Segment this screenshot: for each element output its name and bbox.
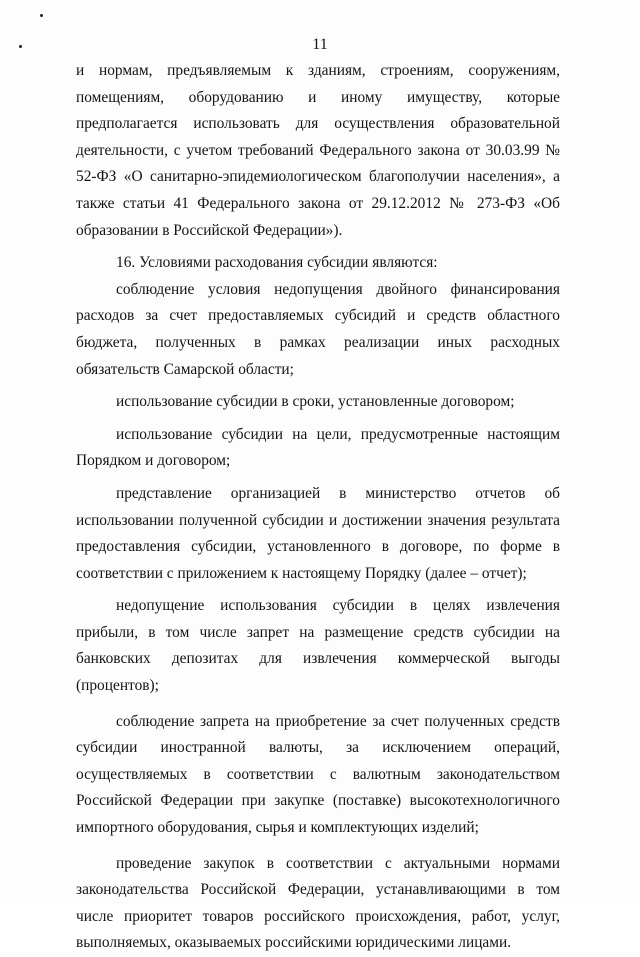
scan-speck [40,14,43,17]
paragraph-condition-purposes: использование субсидии на цели, предусмотренные настоящим Порядком и договором; [76,425,560,470]
paragraph-condition-no-profit: недопущение использования субсидии в целях извлечения прибыли, в том числе запрет на размещение средств субсидии на банковских депозитах для извлечения коммерческой выгоды (процентов); [76,597,560,695]
paragraph-condition-double-financing: соблюдение условия недопущения двойного финансирования расходов за счет предоставляемых субсидий и средств областного бюджета, полученных в рамках реализации иных расходных обязательств Самарской области; [76,280,560,378]
paragraph-condition-terms: использование субсидии в сроки, установленные договором; [116,393,515,411]
paragraph-continuation: и нормам, предъявляемым к зданиям, строениям, сооружениям, помещениям, оборудованию и иному имуществу, которые предполагается использовать для осуществления образовательной деятельности, с учетом требований Федерального закона от 30.03.99 № 52-ФЗ «О санитарно-эпидемиологическом благополучии населения», а также статьи 41 Федерального закона от 29.12.2012 № 273-ФЗ «Об образовании в Российской Федерации»). [76,62,560,239]
document-body [76,58,560,957]
page-number: 11 [312,36,328,53]
paragraph-condition-reports: представление организацией в министерство отчетов об использовании полученной субсидии и достижении значения результата предоставления субсидии, установленного в договоре, по форме в соответствии с приложением к настоящему Порядку (далее – отчет); [76,484,560,582]
paragraph-condition-procurement: проведение закупок в соответствии с актуальными нормами законодательства Российской Федерации, устанавливающими в том числе приоритет товаров российского происхождения, работ, услуг, выполняемых, оказываемых российскими юридическими лицами. [76,854,560,952]
paragraph-section-16-heading: 16. Условиями расходования субсидии являются: [116,254,438,272]
paragraph-condition-currency: соблюдение запрета на приобретение за счет полученных средств субсидии иностранной валюты, за исключением операций, осуществляемых в соответствии с валютным законодательством Российской Федерации при закупке (поставке) высокотехнологичного импортного оборудования, сырья и комплектующих изделий; [76,712,560,837]
